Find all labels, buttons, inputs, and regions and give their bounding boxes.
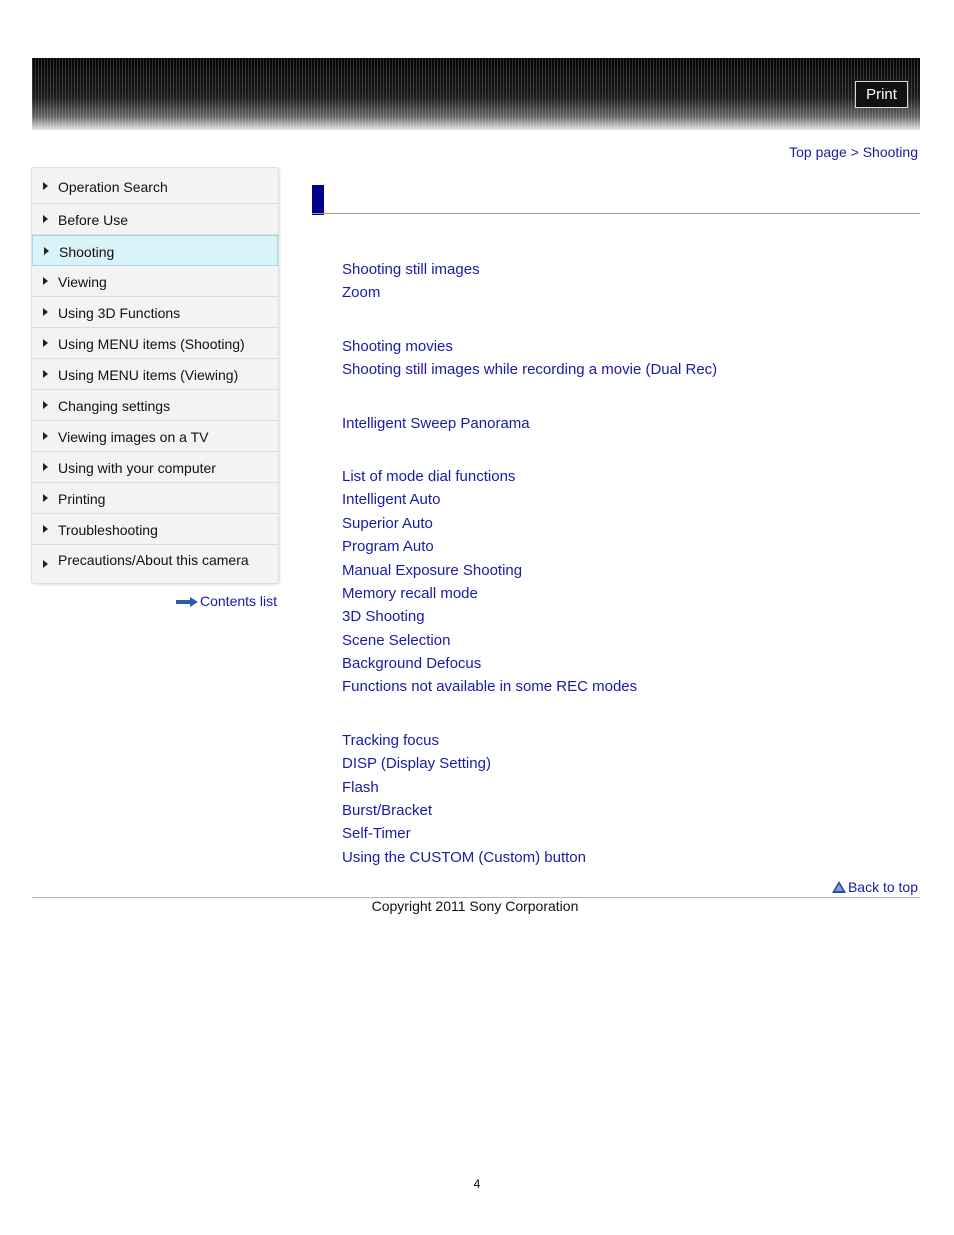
link-sweep-panorama[interactable]: Intelligent Sweep Panorama	[342, 414, 530, 432]
sidebar-item-precautions[interactable]	[32, 545, 278, 583]
link-shooting-movies[interactable]: Shooting movies	[342, 337, 453, 355]
sidebar-item-label: Changing settings	[58, 398, 171, 414]
breadcrumb	[789, 144, 918, 160]
sidebar-item-label: Using MENU items (Viewing)	[58, 367, 239, 383]
link-3d-shooting[interactable]: 3D Shooting	[342, 608, 425, 626]
link-mode-dial-functions[interactable]: List of mode dial functions	[342, 467, 516, 485]
sidebar-item-label: Precautions/About this camera	[58, 552, 249, 568]
chevron-right-icon	[43, 277, 48, 285]
breadcrumb-separator: >	[850, 144, 859, 160]
page-title-marker	[312, 185, 324, 215]
chevron-right-icon	[43, 560, 48, 568]
sidebar-item-menu-viewing[interactable]	[32, 359, 278, 390]
chevron-right-icon	[43, 401, 48, 409]
link-disp[interactable]: DISP (Display Setting)	[342, 755, 491, 773]
sidebar-item-operation-search[interactable]	[32, 168, 278, 204]
sidebar-item-shooting[interactable]	[32, 235, 278, 266]
sidebar-item-label: Before Use	[58, 212, 129, 228]
link-burst-bracket[interactable]: Burst/Bracket	[342, 802, 433, 820]
sidebar-item-label: Using MENU items (Shooting)	[58, 336, 245, 352]
chevron-right-icon	[44, 247, 49, 255]
link-manual-exposure[interactable]: Manual Exposure Shooting	[342, 561, 523, 579]
chevron-right-icon	[43, 494, 48, 502]
link-program-auto[interactable]: Program Auto	[342, 538, 434, 556]
arrow-right-icon	[176, 597, 198, 607]
chevron-right-icon	[43, 463, 48, 471]
link-dual-rec[interactable]: Shooting still images while recording a movie (Dual Rec)	[342, 361, 718, 379]
link-shooting-still-images[interactable]: Shooting still images	[342, 261, 480, 278]
chevron-right-icon	[43, 432, 48, 440]
link-intelligent-auto[interactable]: Intelligent Auto	[342, 491, 441, 509]
breadcrumb-top-page[interactable]: Top page	[789, 144, 847, 160]
link-tracking-focus[interactable]: Tracking focus	[342, 731, 439, 749]
contents-list-label: Contents list	[200, 593, 278, 609]
sidebar-item-using-3d-functions[interactable]	[32, 297, 278, 328]
content-links	[342, 258, 717, 899]
sidebar-item-printing[interactable]	[32, 483, 278, 514]
contents-list-link[interactable]	[176, 593, 277, 609]
sidebar-item-viewing[interactable]	[32, 266, 278, 297]
print-button[interactable]: Print	[855, 81, 908, 108]
sidebar-item-label: Printing	[58, 491, 106, 507]
link-flash[interactable]: Flash	[342, 778, 379, 796]
title-divider	[312, 213, 920, 214]
link-group-mode-dial	[342, 465, 717, 699]
link-scene-selection[interactable]: Scene Selection	[342, 631, 451, 649]
link-memory-recall[interactable]: Memory recall mode	[342, 584, 478, 602]
sidebar-item-label: Operation Search	[58, 179, 168, 195]
header-banner	[32, 58, 920, 130]
link-self-timer[interactable]: Self-Timer	[342, 825, 411, 843]
link-custom-button[interactable]: Using the CUSTOM (Custom) button	[342, 848, 586, 866]
sidebar-item-label: Shooting	[59, 244, 115, 260]
back-to-top-link[interactable]	[832, 879, 918, 895]
chevron-right-icon	[43, 525, 48, 533]
sidebar-item-using-with-computer[interactable]	[32, 452, 278, 483]
link-group-movies	[342, 335, 717, 382]
page-number: 4	[473, 1177, 481, 1191]
copyright-text: Copyright 2011 Sony Corporation	[371, 898, 579, 914]
link-group-still-images	[342, 258, 717, 305]
sidebar-item-menu-shooting[interactable]	[32, 328, 278, 359]
sidebar-item-viewing-on-tv[interactable]	[32, 421, 278, 452]
chevron-right-icon	[43, 370, 48, 378]
triangle-up-icon	[832, 881, 846, 893]
link-group-other-functions	[342, 729, 717, 869]
link-background-defocus[interactable]: Background Defocus	[342, 655, 482, 673]
sidebar-item-label: Using 3D Functions	[58, 305, 181, 321]
chevron-right-icon	[43, 215, 48, 223]
chevron-right-icon	[43, 182, 48, 190]
link-zoom[interactable]: Zoom	[342, 284, 381, 302]
chevron-right-icon	[43, 339, 48, 347]
breadcrumb-current[interactable]: Shooting	[862, 144, 918, 160]
sidebar-item-changing-settings[interactable]	[32, 390, 278, 421]
sidebar-nav	[31, 167, 279, 584]
sidebar-item-troubleshooting[interactable]	[32, 514, 278, 545]
sidebar-item-label: Viewing images on a TV	[58, 429, 209, 445]
back-to-top-label: Back to top	[847, 879, 918, 895]
sidebar-item-label: Viewing	[58, 274, 107, 290]
sidebar-item-before-use[interactable]	[32, 204, 278, 235]
link-superior-auto[interactable]: Superior Auto	[342, 514, 433, 532]
sidebar-item-label: Using with your computer	[58, 460, 216, 476]
link-group-panorama	[342, 412, 717, 435]
chevron-right-icon	[43, 308, 48, 316]
link-functions-not-available[interactable]: Functions not available in some REC modes	[342, 678, 638, 696]
sidebar-item-label: Troubleshooting	[58, 522, 158, 538]
